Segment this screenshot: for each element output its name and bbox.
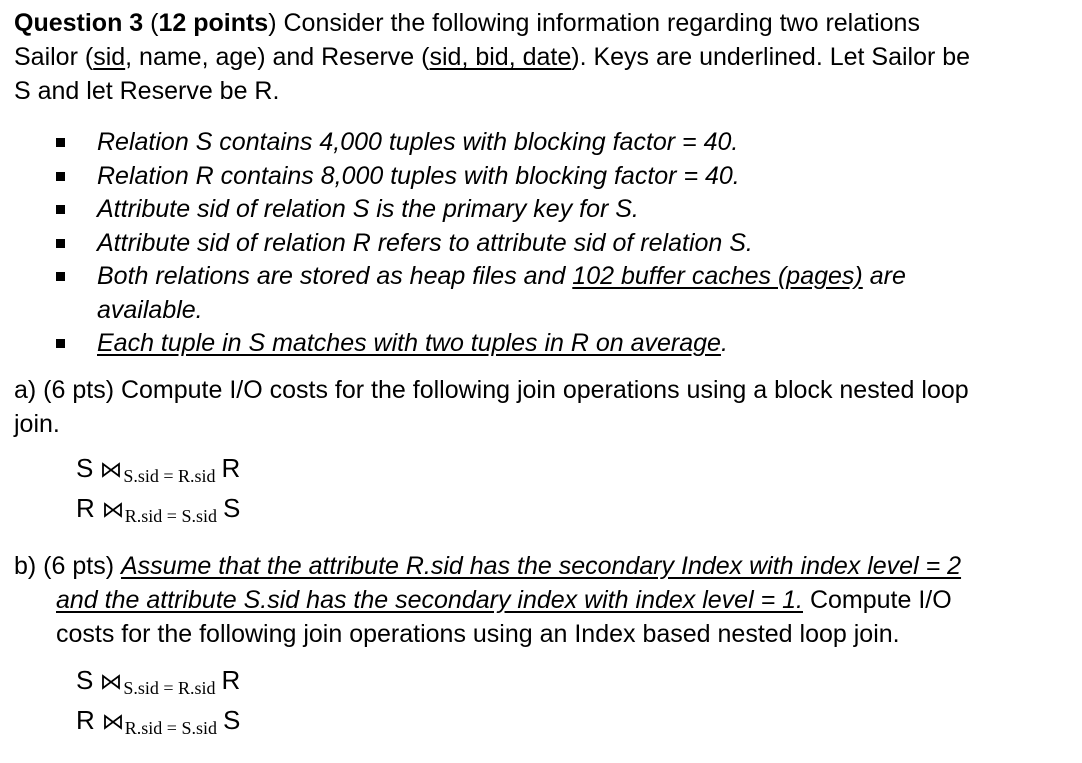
join-right-relation: R: [221, 452, 241, 483]
bullet-icon: [56, 272, 65, 281]
join-condition: S.sid = R.sid: [123, 465, 216, 486]
index-assumption-text-cont: and the attribute S.sid has the secondary index with index level = 1.: [56, 585, 803, 614]
list-item: Attribute sid of relation R refers to attribute sid of relation S.: [14, 227, 1074, 261]
assumption-list: [14, 126, 1074, 361]
join-right-relation: S: [222, 492, 241, 523]
question-intro-line-3: S and let Reserve be R.: [14, 77, 280, 105]
question-intro-line-1: Question 3 (12 points) Consider the following information regarding two relations: [14, 9, 920, 37]
join-left-relation: S: [76, 452, 94, 483]
join-expression: [14, 665, 1074, 705]
join-right-relation: S: [222, 704, 241, 735]
join-right-relation: R: [221, 664, 241, 695]
bullet-icon: [56, 205, 65, 214]
question-page: [14, 6, 1074, 745]
list-item: Relation R contains 8,000 tuples with blocking factor = 40.: [14, 160, 1074, 194]
join-left-relation: S: [76, 664, 94, 695]
bullet-icon: [56, 239, 65, 248]
join-expression: [14, 493, 1074, 533]
match-ratio-text: Each tuple in S matches with two tuples in R on average: [97, 329, 721, 357]
part-a-expressions: [14, 453, 1074, 533]
question-points: 12 points: [158, 9, 269, 37]
part-b-line-2: and the attribute S.sid has the secondary index with index level = 1. Compute I/O: [56, 585, 952, 614]
join-expression: [14, 453, 1074, 493]
part-a-line-2: join.: [14, 409, 60, 438]
part-b-line-3: costs for the following join operations using an Index based nested loop join.: [56, 619, 900, 648]
part-b-line-1: b) (6 pts) Assume that the attribute R.sid has the secondary Index with index level = 2: [14, 551, 962, 580]
question-intro-line-2: Sailor (sid, name, age) and Reserve (sid, bid, date). Keys are underlined. Let Sailor be: [14, 43, 971, 71]
sailor-key: sid: [93, 43, 126, 71]
list-item: Both relations are stored as heap files and 102 buffer caches (pages) are available.: [14, 260, 1074, 327]
join-left-relation: R: [76, 704, 95, 735]
join-condition: S.sid = R.sid: [123, 677, 216, 698]
join-bowtie-icon: [101, 462, 121, 478]
join-left-relation: R: [76, 492, 95, 523]
join-condition: R.sid = S.sid: [124, 717, 217, 738]
part-b-expressions: [14, 665, 1074, 745]
list-item: Each tuple in S matches with two tuples in R on average.: [14, 327, 1074, 361]
reserve-key: sid, bid, date: [429, 43, 572, 71]
bullet-icon: [56, 172, 65, 181]
bullet-icon: [56, 138, 65, 147]
list-item: Relation S contains 4,000 tuples with blocking factor = 40.: [14, 126, 1074, 160]
part-b: [14, 549, 1074, 651]
part-a: [14, 373, 1074, 441]
join-bowtie-icon: [101, 674, 121, 690]
join-condition: R.sid = S.sid: [124, 505, 217, 526]
list-item: Attribute sid of relation S is the primary key for S.: [14, 193, 1074, 227]
buffer-caches-text: 102 buffer caches (pages): [572, 262, 863, 290]
part-a-line-1: a) (6 pts) Compute I/O costs for the following join operations using a block nested loop: [14, 375, 969, 404]
bullet-icon: [56, 339, 65, 348]
join-bowtie-icon: [103, 714, 123, 730]
join-expression: [14, 705, 1074, 745]
join-bowtie-icon: [103, 502, 123, 518]
question-heading: Question 3: [14, 9, 144, 37]
index-assumption-text: Assume that the attribute R.sid has the secondary Index with index level = 2: [120, 551, 962, 580]
